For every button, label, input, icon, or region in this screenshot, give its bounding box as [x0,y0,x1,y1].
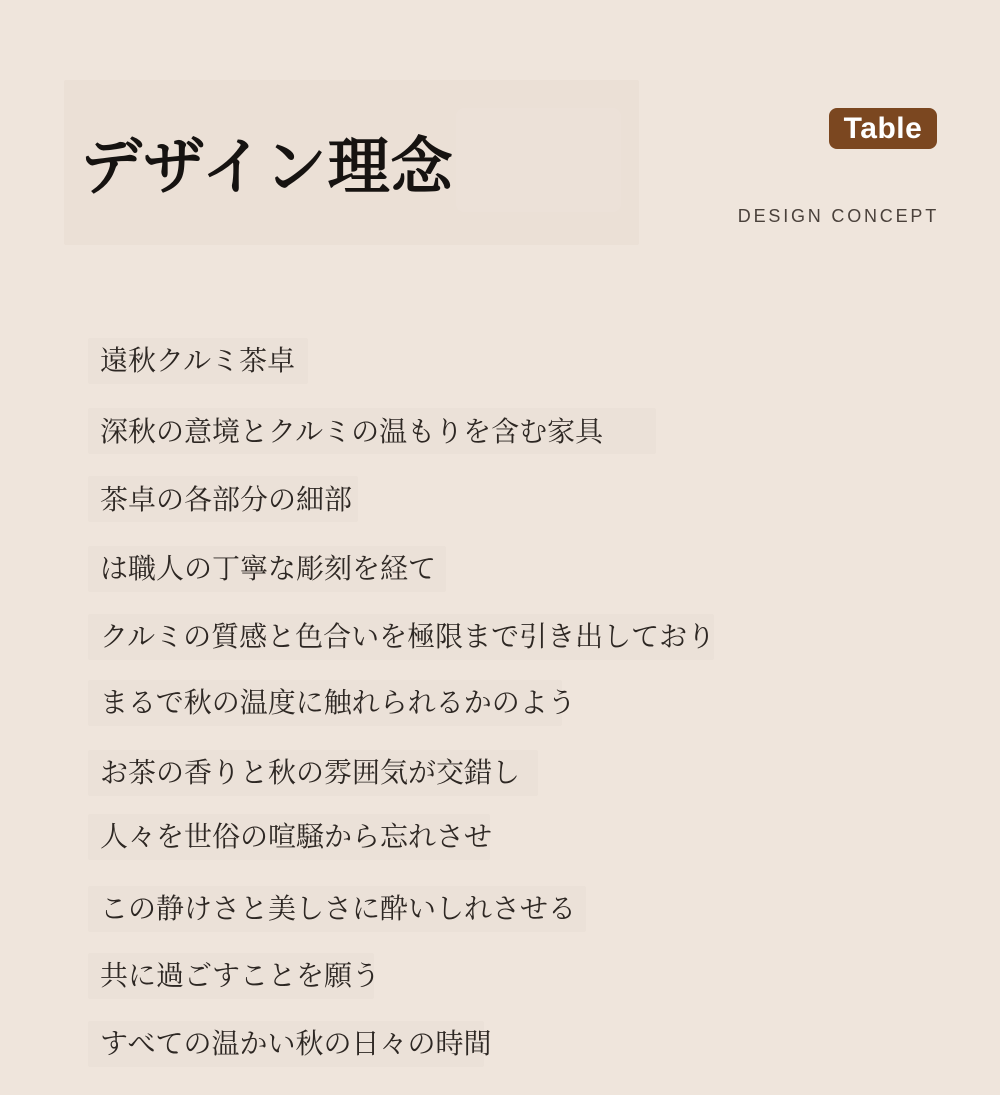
body-line-7: お茶の香りと秋の雰囲気が交錯し [100,756,521,789]
body-line-10: 共に過ごすことを願う [100,959,381,992]
body-line-2: 深秋の意境とクルミの温もりを含む家具 [100,415,604,448]
text-row-7 [88,750,538,796]
text-row-4 [88,546,446,592]
text-row-2 [88,408,656,454]
text-row-1 [88,338,308,384]
body-line-5: クルミの質感と色合いを極限まで引き出しており [100,620,716,653]
body-line-3: 茶卓の各部分の細部 [100,483,353,516]
body-line-6: まるで秋の温度に触れられるかのよう [100,686,576,719]
body-line-4: は職人の丁寧な彫刻を経て [100,552,437,585]
body-line-8: 人々を世俗の喧騒から忘れさせ [100,820,493,853]
text-row-6 [88,680,576,726]
text-row-8 [88,814,493,860]
table-badge: Table [829,108,937,149]
design-concept-label: DESIGN CONCEPT [737,206,939,226]
text-row-5 [88,614,714,660]
body-line-11: すべての温かい秋の日々の時間 [100,1027,492,1060]
body-line-1: 遠秋クルミ茶卓 [100,344,296,377]
page-title: デザイン理念 [80,130,454,203]
body-line-9: この静けさと美しさに酔いしれさせる [100,892,577,925]
text-row-9 [88,886,586,932]
text-row-3 [88,476,358,522]
text-row-11 [88,1021,492,1067]
text-row-10 [88,953,381,999]
